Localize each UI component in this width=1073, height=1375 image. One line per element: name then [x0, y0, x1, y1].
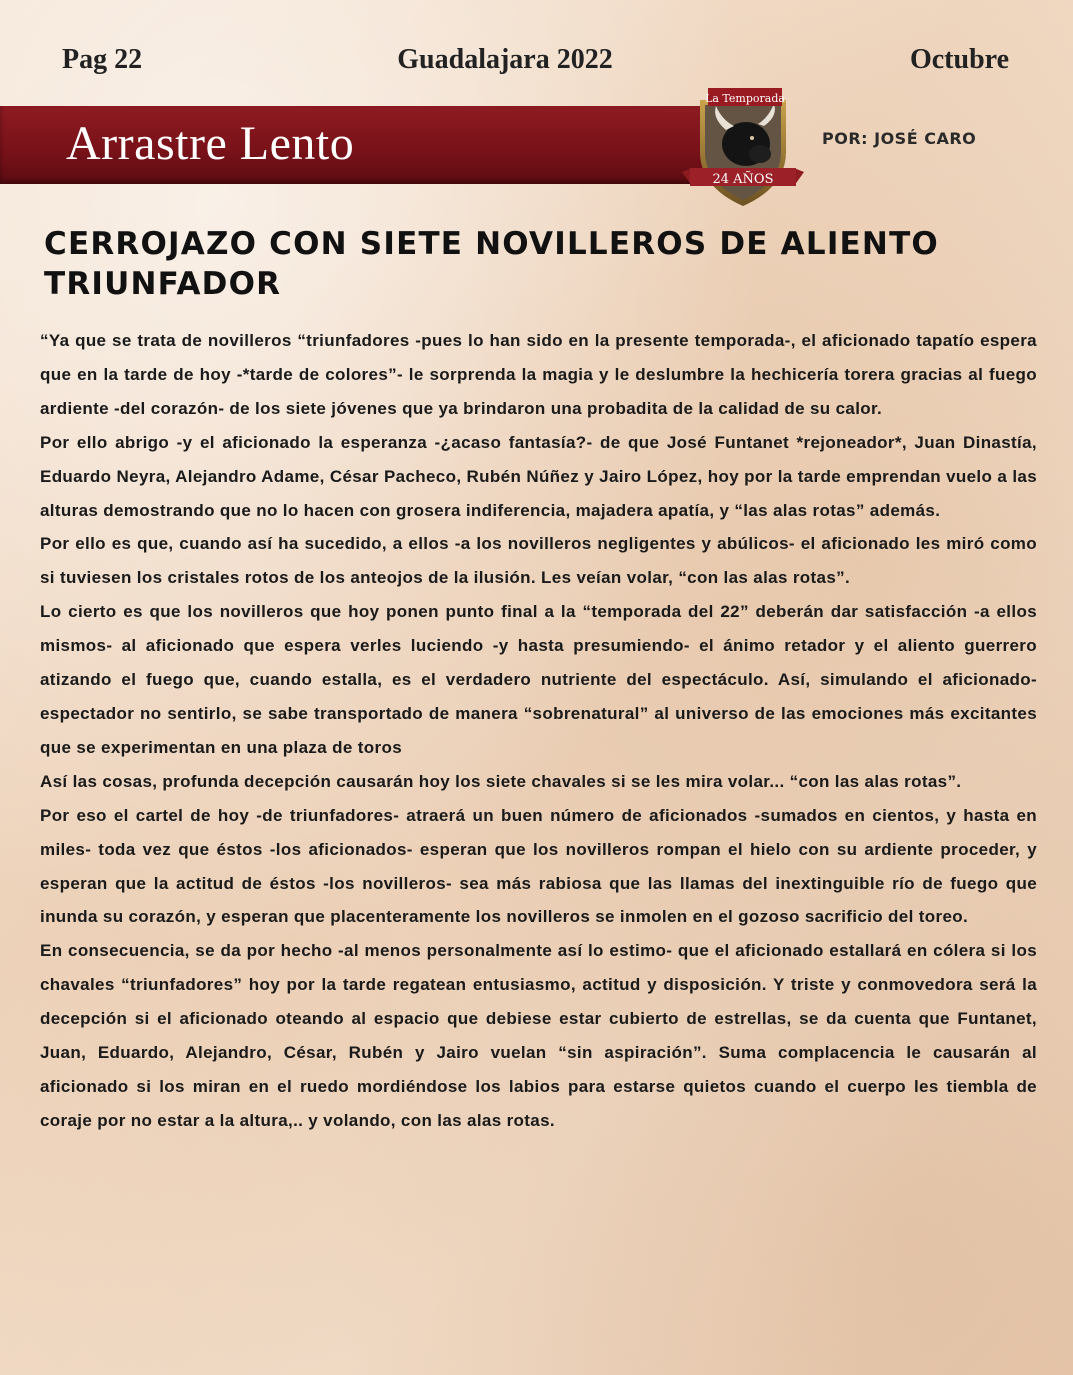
page-header — [0, 44, 1073, 88]
logo-bottom-text: 24 AÑOS — [712, 172, 774, 187]
edition-title: Guadalajara 2022 — [397, 44, 613, 75]
paragraph: Lo cierto es que los novilleros que hoy ponen punto final a la “temporada del 22” deberán dar satisfacción -a ellos mismos- al aficionado que espera verles luciendo -y hasta presumiendo- el ánimo retador y el aliento guerrero atizando el fuego que, cuando estalla, es el verdadero nutriente del espectáculo. Así, simulando el aficionado-espectador no sentirlo, se sabe transportado de manera “sobrenatural” al universo de las emociones más excitantes que se experimentan en una plaza de toros — [40, 602, 1037, 757]
page-number: Pag 22 — [62, 44, 143, 75]
paragraph: En consecuencia, se da por hecho -al menos personalmente así lo estimo- que el aficionado estallará en cólera si los chavales “triunfadores” hoy por la tarde regatean entusiasmo, actitud y disposición. Y triste y conmovedora será la decepción si el aficionado oteando al espacio que debiese estar cubierto de estrellas, se da cuenta que Funtanet, Juan, Eduardo, Alejandro, César, Rubén y Jairo vuelan “sin aspiración”. Suma complacencia le causarán al aficionado si los miran en el ruedo mordiéndose los labios para estarse quietos cuando el cuerpo les tiembla de coraje por no estar a la altura,.. y volando, con las alas rotas. — [40, 941, 1037, 1130]
temporada-logo — [682, 82, 804, 210]
author-byline: POR: JOSÉ CARO — [822, 129, 977, 148]
logo-top-text: La Temporada — [705, 92, 785, 105]
section-title: Arrastre Lento — [66, 117, 355, 170]
paragraph: Por eso el cartel de hoy -de triunfadores- atraerá un buen número de aficionados -sumados en cientos, y hasta en miles- toda vez que éstos -los aficionados- esperan que los novilleros rompan el hielo con su ardiente proceder, y esperan que la actitud de éstos -los novilleros- sea más rabiosa que las llamas del inextinguible río de fuego que inunda su corazón, y esperan que placenteramente los novilleros se inmolen en el gozoso sacrificio del toreo. — [40, 805, 1037, 927]
section-banner — [0, 106, 770, 184]
paragraph: Por ello es que, cuando así ha sucedido, a ellos -a los novilleros negligentes y abúlicos- el aficionado les miró como si tuviesen los cristales rotos de los anteojos de la ilusión. Les veían volar, “con las alas rotas”. — [40, 534, 1037, 588]
paragraph: Así las cosas, profunda decepción causarán hoy los siete chavales si se les mira volar... “con las alas rotas”. — [40, 771, 962, 791]
paragraph: “Ya que se trata de novilleros “triunfadores -pues lo han sido en la presente temporada-, el aficionado tapatío espera que en la tarde de hoy -*tarde de colores”- le sorprenda la magia y le deslumbre la hechicería torera gracias al fuego ardiente -del corazón- de los siete jóvenes que ya brindaron una probadita de la calidad de su calor. — [40, 331, 1037, 418]
article-title: CERROJAZO CON SIETE NOVILLEROS DE ALIENTO TRIUNFADOR — [44, 226, 939, 302]
paragraph: Por ello abrigo -y el aficionado la esperanza -¿acaso fantasía?- de que José Funtanet *rejoneador*, Juan Dinastía, Eduardo Neyra, Alejandro Adame, César Pacheco, Rubén Núñez y Jairo López, hoy por la tarde emprendan vuelo a las alturas demostrando que no lo hacen con grosera indiferencia, majadera apatía, y “las alas rotas” además. — [40, 432, 1037, 520]
article-body — [40, 324, 1037, 1138]
month-label: Octubre — [909, 44, 1009, 75]
bull-head-icon — [682, 82, 804, 210]
